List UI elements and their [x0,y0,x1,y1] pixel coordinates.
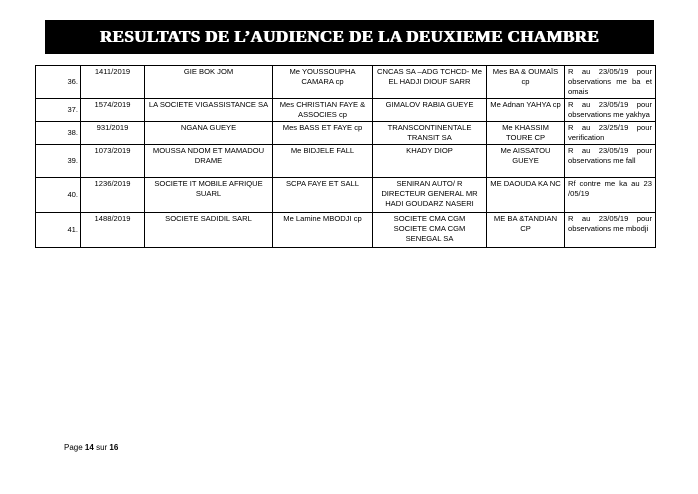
case-reference: 1411/2019 [81,66,145,99]
row-number: 40. [36,178,81,213]
hearing-result: R au 23/05/19 pour observations me mbodji [565,213,656,248]
plaintiff: LA SOCIETE VIGASSISTANCE SA [145,99,273,122]
defendant: TRANSCONTINENTALE TRANSIT SA [373,122,487,145]
defendant: SOCIETE CMA CGM SOCIETE CMA CGM SENEGAL SA [373,213,487,248]
case-reference: 1073/2019 [81,145,145,178]
defendant: CNCAS SA –ADG TCHCD- Me EL HADJI DIOUF SARR [373,66,487,99]
case-reference: 931/2019 [81,122,145,145]
plaintiff: SOCIETE IT MOBILE AFRIQUE SUARL [145,178,273,213]
plaintiff: GIE BOK JOM [145,66,273,99]
case-reference: 1574/2019 [81,99,145,122]
case-reference: 1488/2019 [81,213,145,248]
table-row [36,145,656,178]
plaintiff-counsel: Mes CHRISTIAN FAYE & ASSOCIES cp [273,99,373,122]
page-label: Page [64,443,83,452]
row-number: 38. [36,122,81,145]
row-number: 37. [36,99,81,122]
plaintiff-counsel: Me YOUSSOUPHA CAMARA cp [273,66,373,99]
page-footer [64,443,118,452]
hearing-result: R au 23/05/19 pour observations me ba et omais [565,66,656,99]
page-separator: sur [96,443,108,452]
defendant-counsel: Me Adnan YAHYA cp [487,99,565,122]
defendant-counsel: Me KHASSIM TOURE CP [487,122,565,145]
table-row [36,99,656,122]
plaintiff-counsel: Me BIDJELE FALL [273,145,373,178]
plaintiff: SOCIETE SADIDIL SARL [145,213,273,248]
hearing-result: R au 23/05/19 pour observations me yakhya [565,99,656,122]
defendant: KHADY DIOP [373,145,487,178]
plaintiff: NGANA GUEYE [145,122,273,145]
table-row [36,122,656,145]
page-title-banner [45,20,654,54]
plaintiff-counsel: Me Lamine MBODJI cp [273,213,373,248]
plaintiff-counsel: SCPA FAYE ET SALL [273,178,373,213]
table-row [36,178,656,213]
case-reference: 1236/2019 [81,178,145,213]
plaintiff-counsel: Mes BASS ET FAYE cp [273,122,373,145]
hearing-result: R au 23/25/19 pour verification [565,122,656,145]
hearing-result: Rf contre me ka au 23 /05/19 [565,178,656,213]
defendant: SENIRAN AUTO/ R DIRECTEUR GENERAL MR HADI GOUDARZ NASERI [373,178,487,213]
row-number: 39. [36,145,81,178]
row-number: 41. [36,213,81,248]
defendant-counsel: Mes BA & OUMAÏS cp [487,66,565,99]
total-pages: 16 [109,443,119,452]
plaintiff: MOUSSA NDOM ET MAMADOU DRAME [145,145,273,178]
results-table [35,65,656,248]
table-row [36,66,656,99]
defendant-counsel: ME BA &TANDIAN CP [487,213,565,248]
row-number: 36. [36,66,81,99]
defendant-counsel: ME DAOUDA KA NC [487,178,565,213]
current-page-number: 14 [84,443,94,452]
table-row [36,213,656,248]
defendant-counsel: Me AISSATOU GUEYE [487,145,565,178]
page-title: RESULTATS DE L’AUDIENCE DE LA DEUXIEME CHAMBRE [99,27,600,46]
hearing-result: R au 23/05/19 pour observations me fall [565,145,656,178]
defendant: GIMALOV RABIA GUEYE [373,99,487,122]
